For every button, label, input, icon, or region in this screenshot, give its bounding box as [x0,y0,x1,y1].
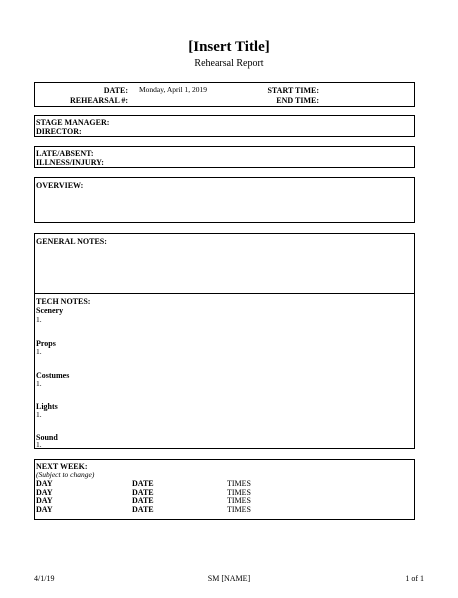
illness-injury-label: ILLNESS/INJURY: [36,158,104,167]
footer-page-number: 1 of 1 [405,574,424,583]
schedule-day: DAY [36,487,53,497]
lights-label: Lights [36,402,58,411]
schedule-row [36,506,251,515]
schedule-times: TIMES [227,487,251,497]
start-time-label: START TIME: [267,86,319,95]
staff-box [34,115,415,137]
end-time-label: END TIME: [276,96,319,105]
next-week-schedule [36,480,251,514]
scenery-label: Scenery [36,306,64,315]
schedule-day: DAY [36,496,53,505]
overview-label: OVERVIEW: [36,181,84,190]
schedule-times: TIMES [227,496,251,505]
costumes-label: Costumes [36,371,70,380]
stage-manager-label: STAGE MANAGER: [36,118,110,127]
schedule-times: TIMES [227,479,251,488]
schedule-date: DATE [132,479,154,488]
schedule-day: DAY [36,479,53,488]
director-label: DIRECTOR: [36,127,82,136]
late-absent-label: LATE/ABSENT: [36,149,94,158]
next-week-note: (Subject to change) [36,470,95,479]
schedule-date: DATE [132,496,154,505]
footer-date: 4/1/19 [34,574,55,583]
next-week-label: NEXT WEEK: [36,462,88,471]
sound-item: 1. [36,440,42,449]
next-week-box [34,459,415,520]
footer-stage-manager: SM [NAME] [207,574,251,583]
schedule-day: DAY [36,504,53,514]
props-item: 1. [36,347,42,356]
date-label: DATE: [103,86,128,95]
tech-notes-label: TECH NOTES: [36,297,91,306]
notes-box [34,233,415,449]
notes-divider [35,293,414,294]
page-title: [Insert Title] [188,39,270,55]
attendance-box [34,146,415,168]
page-subtitle: Rehearsal Report [194,58,264,69]
info-box [34,82,415,107]
scenery-item: 1. [36,315,42,324]
rehearsal-number-label: REHEARSAL #: [69,96,128,105]
overview-box [34,177,415,223]
lights-item: 1. [36,410,42,419]
sound-label: Sound [36,433,58,442]
props-label: Props [36,339,56,348]
date-value: Monday, April 1, 2019 [139,85,208,94]
schedule-times: TIMES [227,504,251,514]
general-notes-label: GENERAL NOTES: [36,237,107,246]
costumes-item: 1. [36,379,42,388]
schedule-date: DATE [132,487,154,497]
schedule-date: DATE [132,504,154,514]
